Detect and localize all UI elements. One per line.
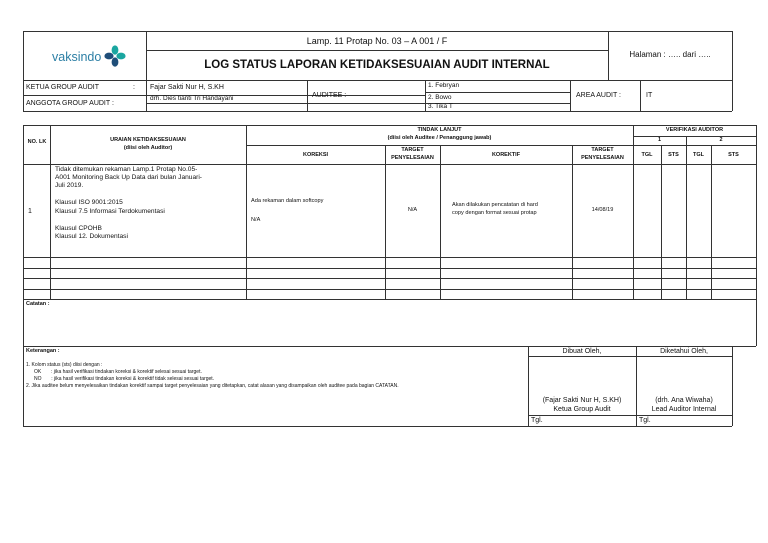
- uraian-line-1: Tidak ditemukan rekaman Lamp.1 Protap No.05-: [55, 166, 198, 173]
- keterangan-line-4: 2. Jika auditee belum menyelesaikan tindakan korektif sampai target penyelesaian yang ditetapkan, catat alasan yang disampaikan oleh auditee pada bagian CATATAN.: [26, 383, 399, 389]
- signer-2-date: Tgl.: [639, 417, 651, 424]
- keterangan-label: Keterangan :: [26, 348, 60, 354]
- col-sts-2-header: STS: [728, 152, 739, 158]
- ketua-colon: :: [133, 84, 135, 91]
- korektif-text-1: Akan dilakukan pencatatan di hard: [452, 202, 538, 208]
- ketua-value: Fajar Sakti Nur H, S.KH: [150, 84, 224, 91]
- col-target-korektif-header-1: TARGET: [591, 147, 614, 153]
- diketahui-oleh-label: Diketahui Oleh,: [660, 348, 708, 355]
- uraian-line-3: Juli 2019.: [55, 182, 84, 189]
- korektif-text-2: copy dengan format sesuai protap: [452, 210, 537, 216]
- auditee-item-1: 1. Febryan: [428, 82, 460, 89]
- auditee-item-3: 3. Tika T: [428, 103, 453, 110]
- area-audit-label: AREA AUDIT :: [576, 92, 621, 99]
- auditee-label: AUDITEE :: [312, 92, 347, 99]
- page-title: LOG STATUS LAPORAN KETIDAKSESUAIAN AUDIT INTERNAL: [204, 59, 550, 71]
- col-sts-1-header: STS: [668, 152, 679, 158]
- ketua-label: KETUA GROUP AUDIT: [26, 84, 99, 91]
- signer-1-date: Tgl.: [531, 417, 543, 424]
- koreksi-text-2: N/A: [251, 217, 261, 223]
- col-target-korektif-header-2: PENYELESAIAN: [581, 155, 624, 161]
- col-target-koreksi-header-1: TARGET: [401, 147, 424, 153]
- target-korektif-value: 14/08/19: [591, 207, 614, 213]
- form-reference: Lamp. 11 Protap No. 03 – A 001 / F: [306, 36, 448, 46]
- col-verifikasi-header: VERIFIKASI AUDITOR: [665, 127, 724, 133]
- catatan-label: Catatan :: [26, 301, 50, 307]
- col-tindak-lanjut-header: TINDAK LANJUT: [417, 127, 462, 133]
- col-korektif-header: KOREKTIF: [491, 152, 521, 158]
- logo-mark-icon: [104, 45, 126, 67]
- signer-2-name: (drh. Ana Wiwaha): [655, 397, 713, 404]
- keterangan-line-1: 1. Kolom status (sts) diisi dengan :: [26, 362, 103, 368]
- col-tgl-2-header: TGL: [693, 152, 704, 158]
- klausul-iso: Klausul ISO 9001:2015: [55, 199, 123, 206]
- keterangan-line-3: NO : jika hasil verifikasi tindakan koreksi & korektif tidak selesai sesuai target.: [34, 376, 215, 382]
- signer-1-role: Ketua Group Audit: [553, 406, 611, 413]
- col-verifikasi-1-header: 1: [657, 137, 662, 143]
- col-koreksi-header: KOREKSI: [302, 152, 329, 158]
- page-number: Halaman : ….. dari …..: [629, 50, 711, 59]
- col-tindak-lanjut-subheader: (diisi oleh Auditee / Penanggung jawab): [387, 135, 492, 141]
- uraian-line-2: A001 Monitoring Back Up Data dari bulan Januari-: [55, 174, 202, 181]
- klausul-cpohb: Klausul CPOHB: [55, 225, 102, 232]
- company-logo: [52, 44, 132, 70]
- signer-2-role: Lead Auditor Internal: [651, 406, 717, 413]
- target-koreksi-value: N/A: [407, 207, 418, 213]
- col-verifikasi-2-header: 2: [719, 137, 723, 143]
- row-number: 1: [28, 208, 32, 215]
- klausul-cpohb-detail: Klausul 12. Dokumentasi: [55, 233, 128, 240]
- anggota-value: drh. Dies tianti Tri Handayani: [150, 95, 234, 102]
- keterangan-line-2: OK : jika hasil verifikasi tindakan koreksi & korektif selesai sesuai target.: [34, 369, 202, 375]
- col-uraian-header: URAIAN KETIDAKSESUAIAN: [110, 137, 186, 143]
- klausul-iso-detail: Klausul 7.5 Informasi Terdokumentasi: [55, 208, 165, 215]
- col-target-koreksi-header-2: PENYELESAIAN: [391, 155, 434, 161]
- auditee-item-2: 2. Bowo: [428, 94, 452, 101]
- col-tgl-1-header: TGL: [641, 152, 653, 158]
- area-audit-value: IT: [646, 92, 653, 99]
- koreksi-text-1: Ada rekaman dalam softcopy: [251, 198, 324, 204]
- anggota-label: ANGGOTA GROUP AUDIT :: [26, 100, 114, 107]
- dibuat-oleh-label: Dibuat Oleh,: [562, 348, 602, 355]
- signer-1-name: (Fajar Sakti Nur H, S.KH): [542, 397, 622, 404]
- col-no-lk-header: NO. LK: [27, 139, 47, 145]
- col-uraian-subheader: (diisi oleh Auditor): [123, 145, 173, 151]
- logo-text: vaksindo: [52, 50, 102, 64]
